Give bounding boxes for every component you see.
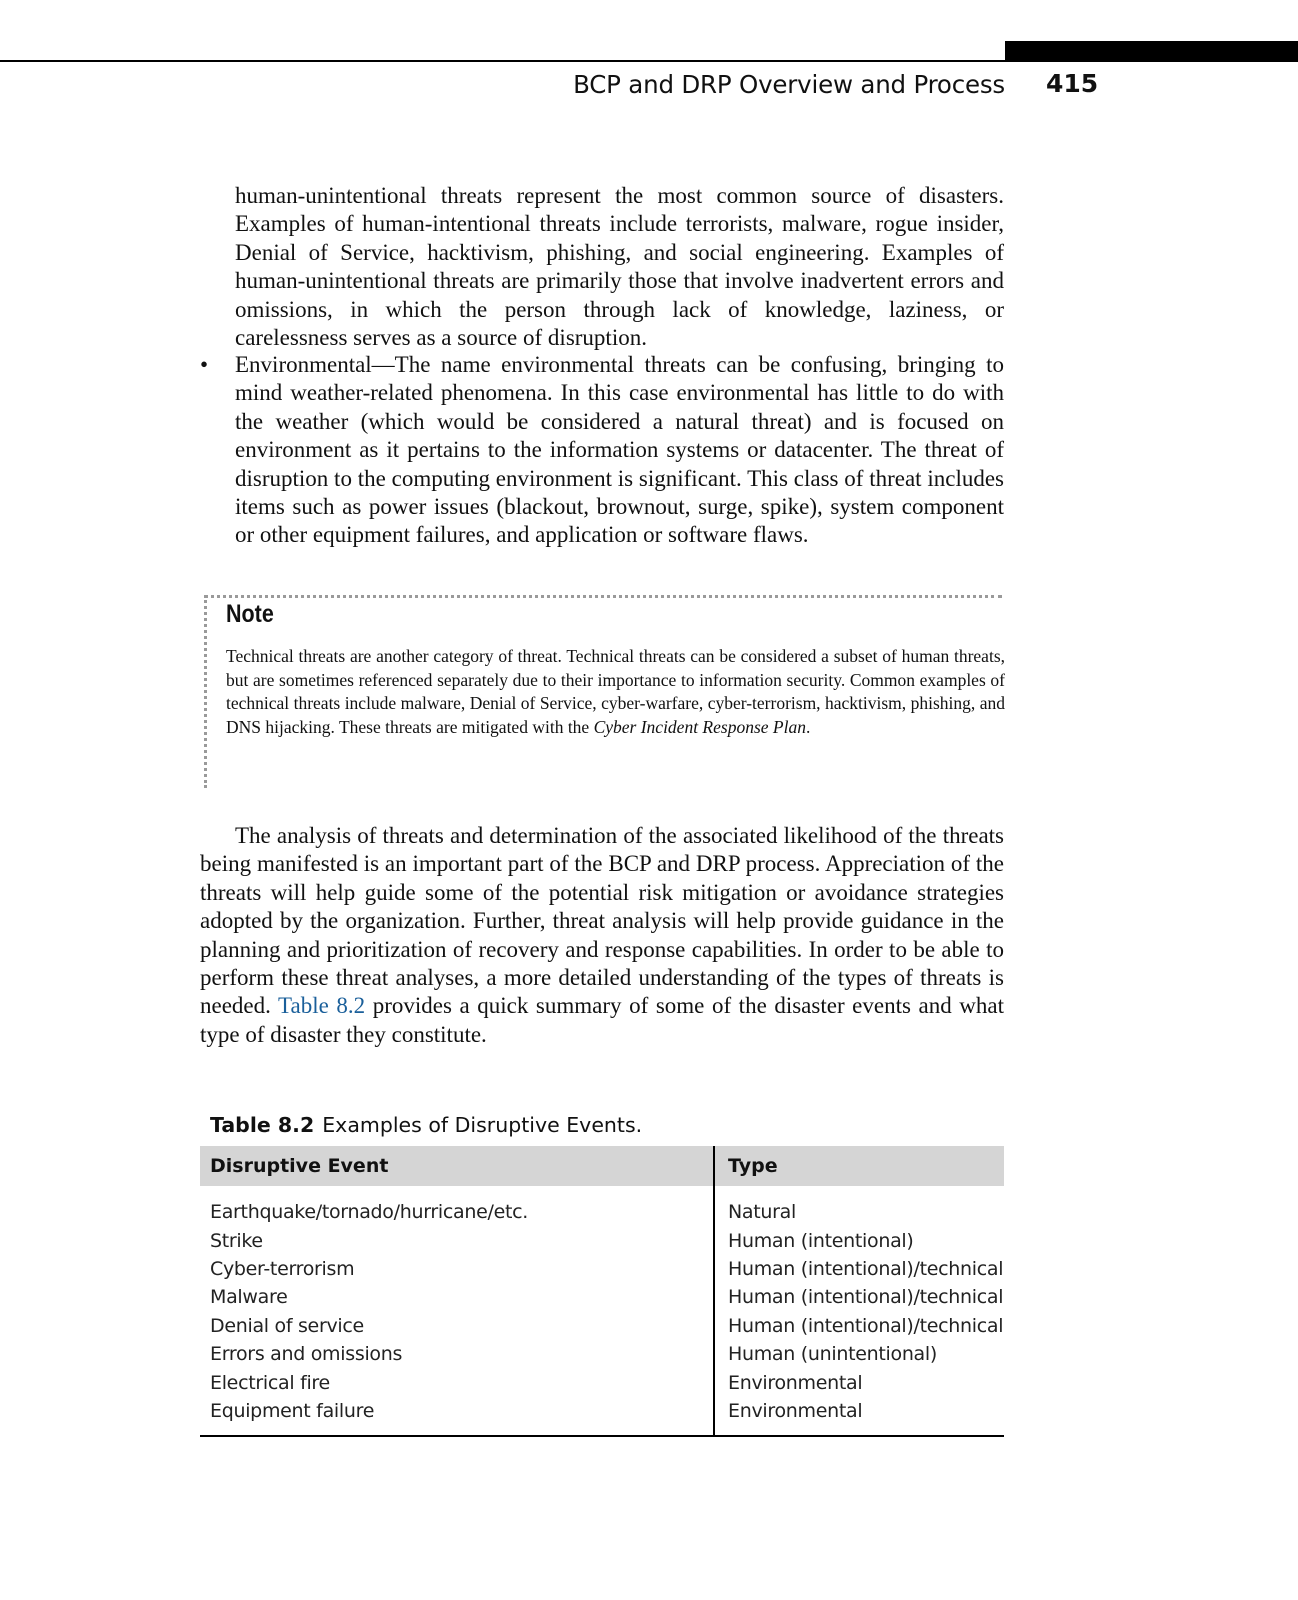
note-period: . bbox=[805, 716, 811, 737]
note-title: Note bbox=[226, 600, 274, 628]
table-header-row bbox=[200, 1146, 1004, 1186]
event-cell: Cyber-terrorism bbox=[210, 1257, 355, 1280]
table-row bbox=[200, 1198, 1004, 1226]
type-cell: Human (intentional)/technical bbox=[714, 1312, 1004, 1340]
header-rule bbox=[0, 60, 1298, 62]
event-cell: Strike bbox=[210, 1229, 263, 1252]
table-row bbox=[200, 1312, 1004, 1340]
table-row bbox=[200, 1255, 1004, 1283]
table-row bbox=[200, 1283, 1004, 1311]
type-cell: Environmental bbox=[714, 1397, 1004, 1436]
para3-text-after: provides a quick summary of some of the disaster events and what type of disaster they constitute. bbox=[200, 993, 1004, 1047]
table-row bbox=[200, 1340, 1004, 1368]
table-cross-reference-link[interactable]: Table 8.2 bbox=[278, 993, 366, 1019]
paragraph-environmental-threats: Environmental—The name environmental threats can be confusing, bringing to mind weather-related phenomena. In this case environmental has little to do with the weather (which would be considered a natural threat) and is focused on environment as it pertains to the information systems or datacenter. The threat of disruption to the computing environment is significant. This class of threat includes items such as power issues (blackout, brownout, surge, spike), system component or other equipment failures, and application or software flaws. bbox=[235, 352, 1004, 548]
disruptive-events-table bbox=[200, 1146, 1004, 1437]
table-spacer-row bbox=[200, 1186, 1004, 1198]
paragraph-threat-analysis bbox=[200, 822, 1004, 1049]
type-cell: Human (intentional) bbox=[714, 1226, 1004, 1254]
note-italic-plan: Cyber Incident Response Plan bbox=[593, 716, 806, 737]
type-cell: Human (intentional)/technical bbox=[714, 1283, 1004, 1311]
type-cell: Natural bbox=[714, 1198, 1004, 1226]
note-body: Technical threats are another category of threat. Technical threats can be considered a subset of human threats, but are sometimes referenced separately due to their importance to information security. Common examples of technical threats include malware, Denial of Service, cyber-warfare, cyber-terrorism, hacktivism, phishing, and DNS hijacking. These threats are mitigated with the bbox=[226, 646, 1005, 737]
table-row bbox=[200, 1397, 1004, 1436]
type-cell: Human (intentional)/technical bbox=[714, 1255, 1004, 1283]
event-cell: Errors and omissions bbox=[210, 1343, 403, 1366]
event-cell: Electrical fire bbox=[210, 1371, 330, 1394]
event-cell: Earthquake/tornado/hurricane/etc. bbox=[210, 1201, 529, 1224]
type-cell: Human (unintentional) bbox=[714, 1340, 1004, 1368]
bullet-marker: • bbox=[200, 352, 209, 377]
header-black-bar bbox=[1005, 41, 1298, 62]
paragraph-human-threats: human-unintentional threats represent the most common source of disasters. Examples of human-intentional threats include terrorists, malware, rogue insider, Denial of Service, hacktivism, phishing, and social engineering. Examples of human-unintentional threats are primarily those that involve inadvertent errors and omissions, in which the person through lack of knowledge, laziness, or carelessness serves as a source of disruption. bbox=[235, 183, 1004, 351]
type-cell: Environmental bbox=[714, 1368, 1004, 1396]
table-caption-text: Examples of Disruptive Events. bbox=[322, 1113, 643, 1137]
event-cell: Malware bbox=[210, 1286, 288, 1309]
column-header-event: Disruptive Event bbox=[200, 1146, 714, 1186]
table-caption bbox=[210, 1113, 642, 1137]
column-header-type: Type bbox=[714, 1146, 1004, 1186]
event-cell: Equipment failure bbox=[210, 1399, 375, 1422]
para3-text-before: The analysis of threats and determination of the associated likelihood of the threats being manifested is an important part of the BCP and DRP process. Appreciation of the threats will help guide some of the potential risk mitigation or avoidance strategies adopted by the organization. Further, threat analysis will help provide guidance in the planning and prioritization of recovery and response capabilities. In order to be able to perform these threat analyses, a more detailed understanding of the types of threats is needed. bbox=[200, 823, 1004, 1019]
event-cell: Denial of service bbox=[210, 1314, 364, 1337]
table-row bbox=[200, 1226, 1004, 1254]
page-number: 415 bbox=[1046, 69, 1099, 98]
note-text bbox=[226, 645, 1005, 739]
running-header-title: BCP and DRP Overview and Process bbox=[573, 70, 1005, 99]
table-caption-label: Table 8.2 bbox=[210, 1113, 315, 1137]
table-row bbox=[200, 1368, 1004, 1396]
